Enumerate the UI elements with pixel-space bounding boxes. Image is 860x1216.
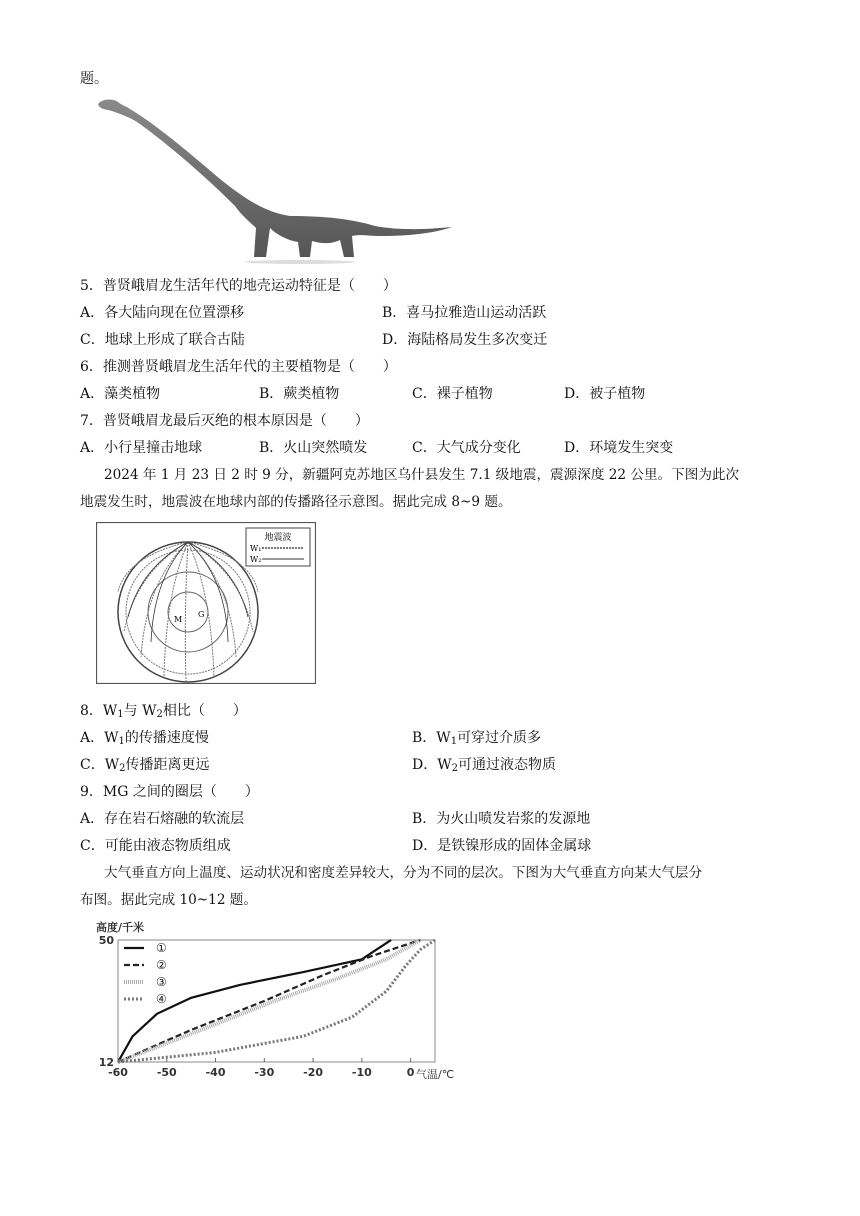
q8-option-d[interactable]: D．$W_2$可通过液态物质: [412, 757, 556, 774]
legend-label-1: ①: [156, 941, 167, 955]
q6-option-a[interactable]: A．藻类植物: [80, 386, 161, 402]
x-tick-label: -30: [254, 1066, 275, 1079]
q8-option-b[interactable]: B．$W_1$可穿过介质多: [412, 730, 542, 747]
legend-w1-label: W₁: [250, 544, 262, 553]
x-tick-label: -20: [303, 1066, 324, 1079]
q9-option-a[interactable]: A．存在岩石熔融的软流层: [80, 811, 245, 827]
x-tick-label: 0: [406, 1066, 415, 1079]
passage-atmosphere-line1: 大气垂直方向上温度、运动状况和密度差异较大，分为不同的层次。下图为大气垂直方向某大气层分: [104, 865, 703, 881]
dinosaur-image: [90, 94, 460, 264]
q5-option-b[interactable]: B．喜马拉雅造山运动活跃: [382, 305, 547, 321]
y-tick-label: 50: [98, 934, 114, 947]
q5-option-c[interactable]: C．地球上形成了联合古陆: [80, 332, 245, 348]
y-tick-label: 12: [98, 1056, 114, 1069]
layer-label-m: M: [174, 615, 183, 624]
q9-option-d[interactable]: D．是铁镍形成的固体金属球: [412, 838, 592, 854]
q7-option-a[interactable]: A．小行星撞击地球: [80, 440, 203, 456]
question-8-stem: 8．$W_1$与 $W_2$相比（ ）: [80, 703, 247, 720]
seismic-wave-diagram: [96, 522, 316, 684]
x-tick-label: -10: [351, 1066, 372, 1079]
passage-earthquake-line1: 2024 年 1 月 23 日 2 时 9 分，新疆阿克苏地区乌什县发生 7.1 级地震，震源深度 22 公里。下图为此次: [104, 467, 740, 483]
q7-option-b[interactable]: B．火山突然喷发: [259, 440, 368, 456]
q6-option-b[interactable]: B．蕨类植物: [259, 386, 340, 402]
question-fragment: 题。: [80, 71, 108, 87]
question-6-stem: 6．推测普贤峨眉龙生活年代的主要植物是（ ）: [80, 359, 397, 375]
legend-label-2: ②: [156, 958, 167, 972]
q5-option-a[interactable]: A．各大陆向现在位置漂移: [80, 305, 245, 321]
passage-atmosphere-line2: 布图。据此完成 10~12 题。: [80, 892, 257, 908]
layer-label-g: G: [198, 610, 205, 619]
q9-option-b[interactable]: B．为火山喷发岩浆的发源地: [412, 811, 591, 827]
legend-label-3: ③: [156, 975, 167, 989]
x-tick-label: -60: [108, 1066, 128, 1079]
wave-legend-title: 地震波: [264, 533, 292, 543]
x-tick-label: -50: [156, 1066, 177, 1079]
question-5-stem: 5．普贤峨眉龙生活年代的地壳运动特征是（ ）: [80, 278, 397, 294]
passage-earthquake-line2: 地震发生时，地震波在地球内部的传播路径示意图。据此完成 8~9 题。: [80, 494, 512, 510]
q9-option-c[interactable]: C．可能由液态物质组成: [80, 838, 231, 854]
x-tick-label: -40: [205, 1066, 226, 1079]
legend-label-4: ④: [156, 992, 167, 1006]
q8-option-a[interactable]: A．$W_1$的传播速度慢: [80, 730, 209, 747]
legend-w2-label: W₂: [250, 555, 262, 564]
q6-option-c[interactable]: C．裸子植物: [412, 386, 493, 402]
q6-option-d[interactable]: D．被子植物: [564, 386, 646, 402]
chart-xlabel: 气温/℃: [416, 1068, 455, 1081]
q7-option-d[interactable]: D．环境发生突变: [564, 440, 674, 456]
chart-ylabel: 高度/千米: [96, 921, 145, 934]
q8-option-c[interactable]: C．$W_2$传播距离更远: [80, 757, 210, 774]
question-9-stem: 9．MG 之间的圈层（ ）: [80, 784, 259, 800]
q7-option-c[interactable]: C．大气成分变化: [412, 440, 521, 456]
question-7-stem: 7．普贤峨眉龙最后灭绝的根本原因是（ ）: [80, 413, 369, 429]
atmosphere-temperature-chart: [90, 916, 470, 1084]
q5-option-d[interactable]: D．海陆格局发生多次变迁: [382, 332, 548, 348]
